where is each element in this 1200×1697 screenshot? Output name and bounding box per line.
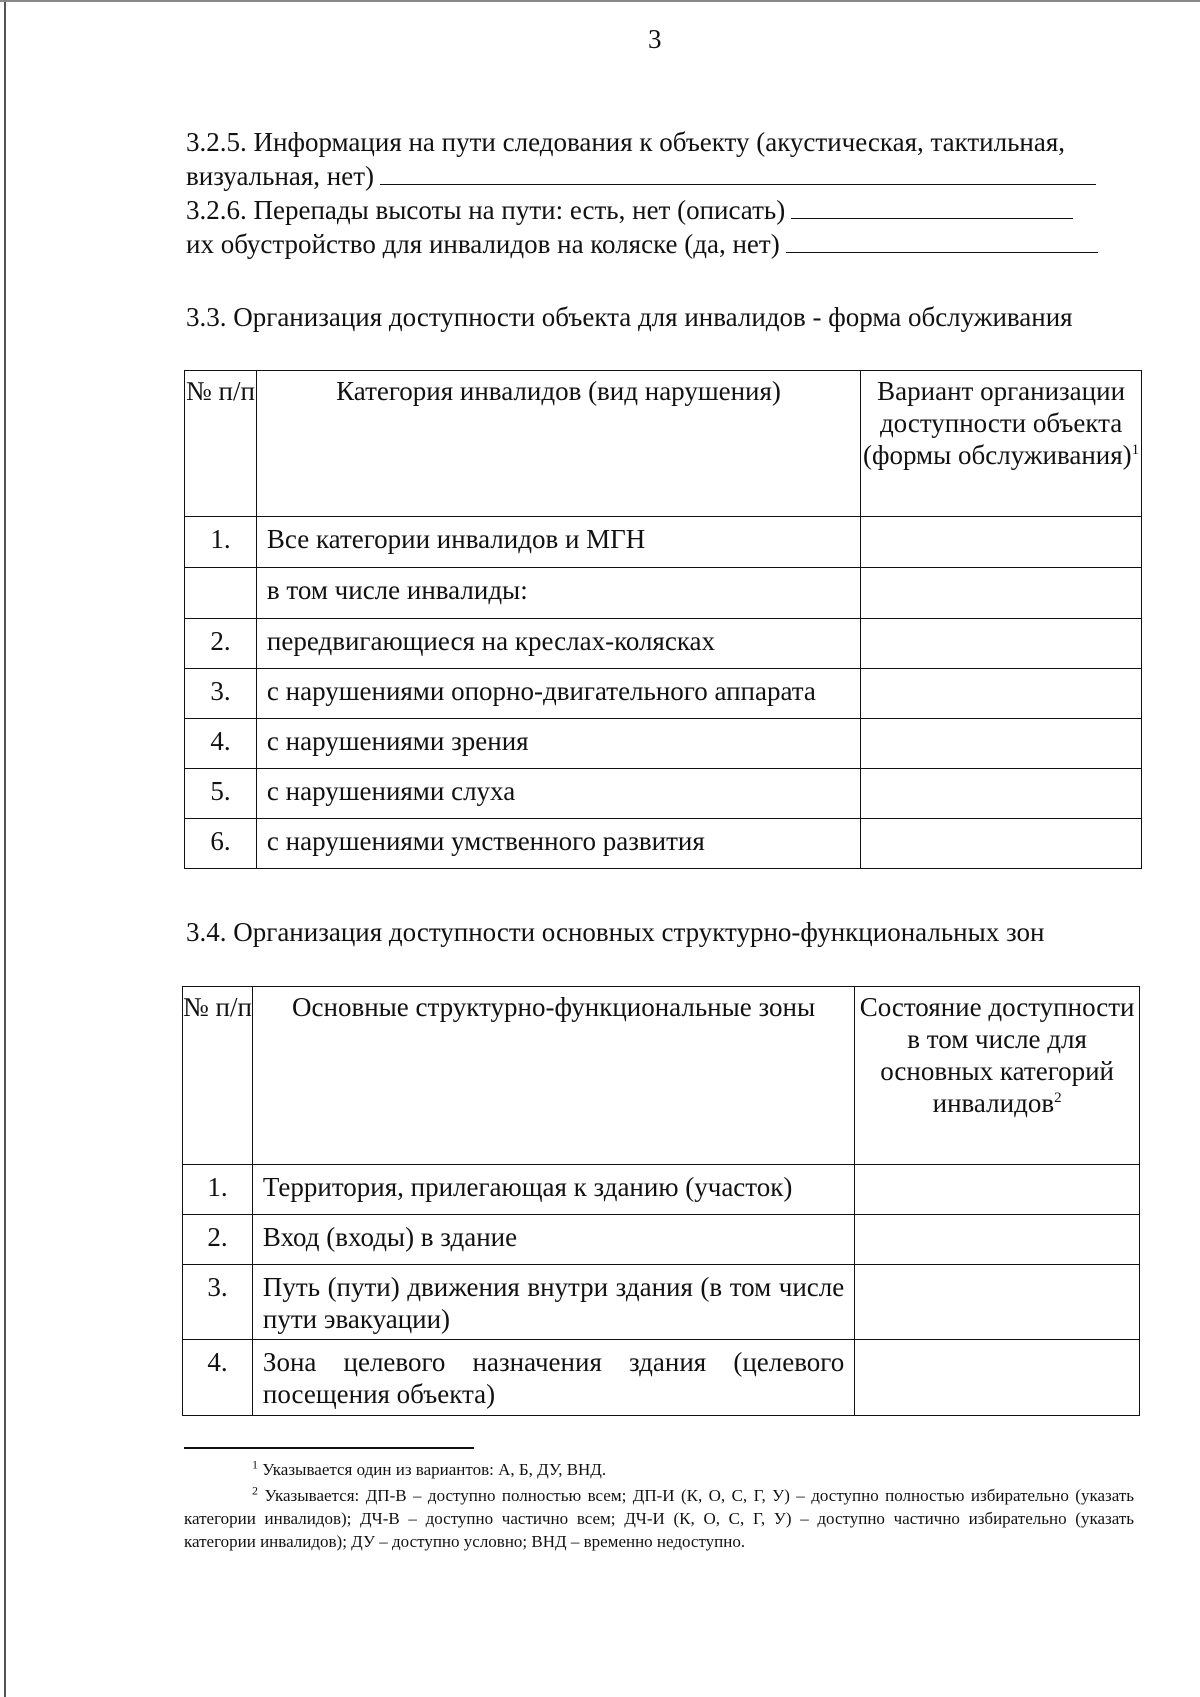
section-3-2-5-line1 xyxy=(186,126,1065,158)
table-row xyxy=(185,719,1142,769)
footnote-1-mark: 1 xyxy=(252,1457,258,1472)
row-state-cell[interactable] xyxy=(855,1265,1140,1340)
section-3-3-heading: 3.3. Организация доступности объекта для инвалидов - форма обслуживания xyxy=(186,302,1073,332)
table-row xyxy=(185,819,1142,869)
row-number: 1. xyxy=(185,517,257,568)
table-row xyxy=(183,1165,1140,1215)
row-zone: Зона целевого назначения здания (целевого посещения объекта) xyxy=(252,1340,854,1416)
footnote-1-text: Указывается один из вариантов: А, Б, ДУ, ВНД. xyxy=(262,1460,607,1479)
row-zone: Территория, прилегающая к зданию (участок) xyxy=(252,1165,854,1215)
row-zone: Вход (входы) в здание xyxy=(252,1215,854,1265)
table-row xyxy=(185,568,1142,619)
section-3-2-5-line2 xyxy=(186,158,1096,192)
row-category: с нарушениями умственного развития xyxy=(256,819,860,869)
table-row xyxy=(183,1340,1140,1416)
header-state-text: Состояние доступности в том числе для основных категорий инвалидов xyxy=(859,992,1135,1118)
table-row xyxy=(183,1215,1140,1265)
footnote-2-text: Указывается: ДП-В – доступно полностью всем; ДП-И (К, О, С, Г, У) – доступно полностью избирательно (указать категории инвалидов); ДЧ-В – доступно частично всем; ДЧ-И (К, О, С, Г, У) – доступно частично избирательно (указать категории инвалидов); ДУ – доступно условно; ВНД – временно недоступно. xyxy=(184,1486,1135,1551)
table-row xyxy=(185,517,1142,568)
row-number: 6. xyxy=(185,819,257,869)
row-category: в том числе инвалиды: xyxy=(256,568,860,619)
row-variant-cell[interactable] xyxy=(861,769,1142,819)
row-number: 3. xyxy=(183,1265,253,1340)
functional-zones-table-header xyxy=(183,987,1140,1165)
row-zone: Путь (пути) движения внутри здания (в том числе пути эвакуации) xyxy=(252,1265,854,1340)
section-3-2-6-line1 xyxy=(186,192,1073,226)
row-category: с нарушениями опорно-двигательного аппарата xyxy=(256,669,860,719)
info-on-route-blank-field[interactable] xyxy=(380,158,1096,185)
page-number: 3 xyxy=(648,24,662,54)
service-form-table-header xyxy=(185,371,1142,517)
row-number xyxy=(185,568,257,619)
scan-top-edge xyxy=(0,0,1200,2)
table-row xyxy=(185,769,1142,819)
service-form-table xyxy=(184,370,1142,869)
functional-zones-table xyxy=(182,986,1140,1416)
section-3-2-6-line2 xyxy=(186,226,1098,260)
row-variant-cell[interactable] xyxy=(861,669,1142,719)
row-variant-cell[interactable] xyxy=(861,719,1142,769)
scan-left-edge xyxy=(4,0,6,1697)
header-number: № п/п xyxy=(185,371,257,517)
header-zone: Основные структурно-функциональные зоны xyxy=(252,987,854,1165)
section-3-4-heading: 3.4. Организация доступности основных структурно-функциональных зон xyxy=(186,917,1045,947)
row-number: 2. xyxy=(183,1215,253,1265)
footnote-separator xyxy=(184,1447,474,1449)
row-category: с нарушениями слуха xyxy=(256,769,860,819)
footnote-ref-2: 2 xyxy=(1054,1090,1062,1106)
header-state xyxy=(855,987,1140,1165)
footnote-2 xyxy=(184,1484,1134,1553)
row-number: 3. xyxy=(185,669,257,719)
row-category: Все категории инвалидов и МГН xyxy=(256,517,860,568)
row-number: 4. xyxy=(185,719,257,769)
row-variant-cell[interactable] xyxy=(861,619,1142,669)
header-variant-text: Вариант организации доступности объекта (формы обслуживания) xyxy=(862,376,1132,470)
row-category: с нарушениями зрения xyxy=(256,719,860,769)
footnote-2-mark: 2 xyxy=(252,1483,258,1498)
section-3-2-6-text2: их обустройство для инвалидов на коляске (да, нет) xyxy=(186,229,780,259)
row-number: 1. xyxy=(183,1165,253,1215)
row-number: 2. xyxy=(185,619,257,669)
section-3-2-5-text1: 3.2.5. Информация на пути следования к объекту (акустическая, тактильная, xyxy=(186,127,1066,157)
section-3-2-5-text2: визуальная, нет) xyxy=(186,161,375,191)
row-state-cell[interactable] xyxy=(855,1215,1140,1265)
height-differences-blank-field[interactable] xyxy=(791,192,1073,219)
header-number: № п/п xyxy=(183,987,253,1165)
row-number: 5. xyxy=(185,769,257,819)
row-state-cell[interactable] xyxy=(855,1340,1140,1416)
table-row xyxy=(185,669,1142,719)
row-category: передвигающиеся на креслах-колясках xyxy=(256,619,860,669)
footnote-ref-1: 1 xyxy=(1131,442,1140,458)
table-row xyxy=(183,1265,1140,1340)
header-variant xyxy=(861,371,1142,517)
section-3-2-6-text1: 3.2.6. Перепады высоты на пути: есть, нет (описать) xyxy=(186,195,786,225)
header-category: Категория инвалидов (вид нарушения) xyxy=(256,371,860,517)
footnote-1 xyxy=(184,1458,1134,1481)
row-variant-cell[interactable] xyxy=(861,819,1142,869)
row-number: 4. xyxy=(183,1340,253,1416)
table-row xyxy=(185,619,1142,669)
wheelchair-arrangement-blank-field[interactable] xyxy=(786,226,1098,253)
row-variant-cell[interactable] xyxy=(861,568,1142,619)
row-variant-cell[interactable] xyxy=(861,517,1142,568)
row-state-cell[interactable] xyxy=(855,1165,1140,1215)
